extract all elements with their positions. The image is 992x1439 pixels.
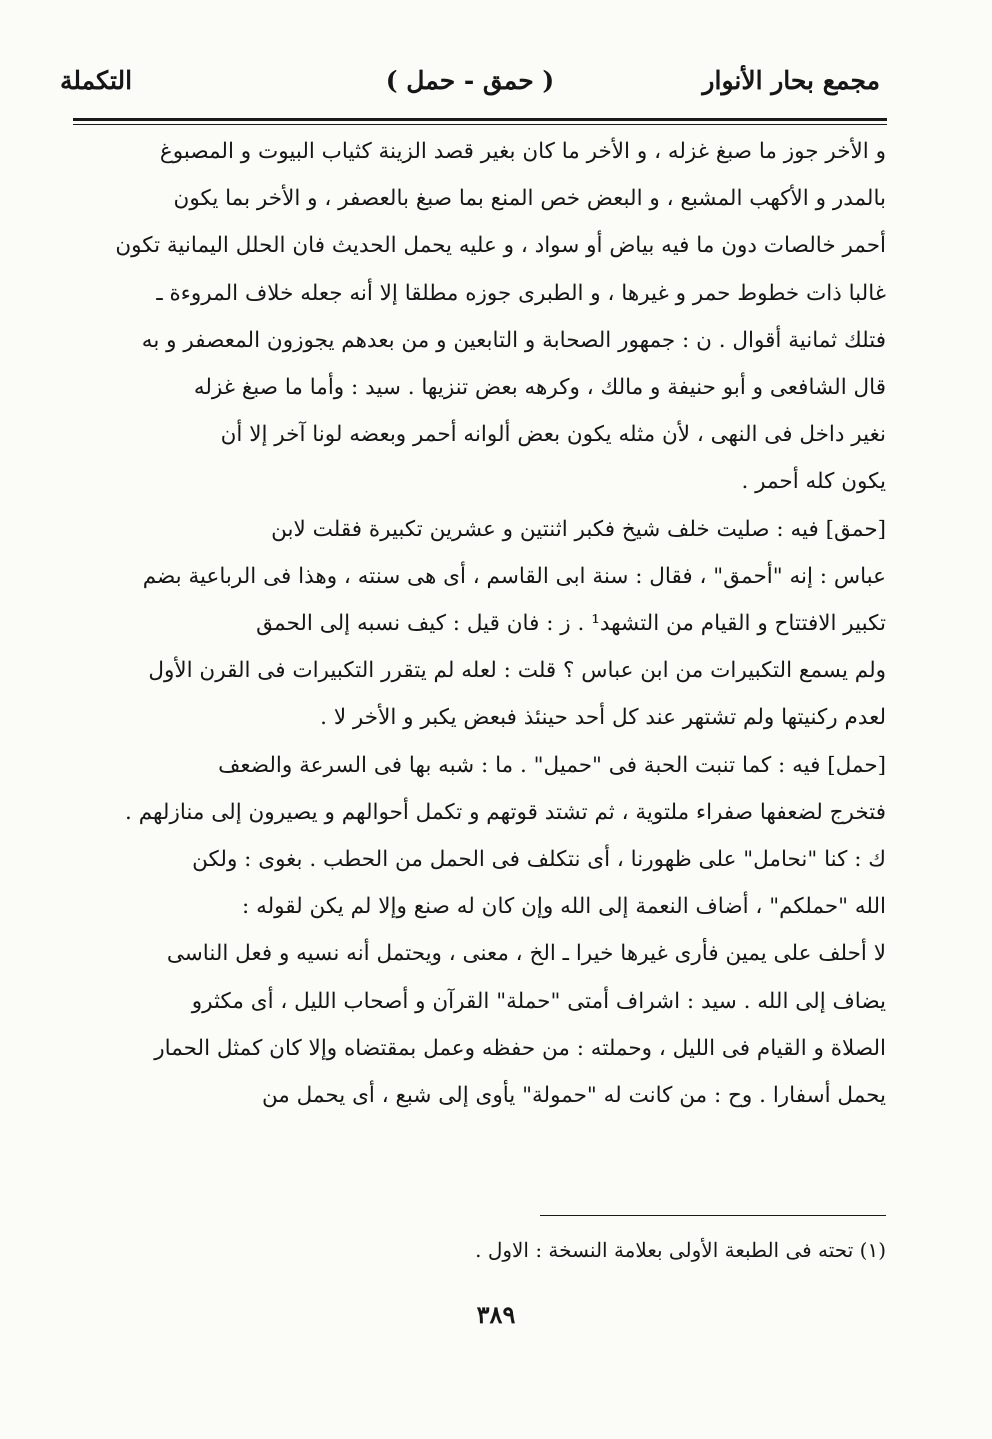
text-line: فتلك ثمانية أقوال . ن : جمهور الصحابة و التابعين و من بعدهم يجوزون المعصفر و به [141, 327, 886, 353]
text-line: تكبير الافتتاح و القيام من التشهد¹ . ز : فان قيل : كيف نسبه إلى الحمق [256, 611, 886, 637]
text-line: يحمل أسفارا . وح : من كانت له "حمولة" يأوى إلى شبع ، أى يحمل من [261, 1083, 886, 1109]
header-entry-range: ( حمق - حمل ) [385, 66, 555, 95]
text-line: قال الشافعى و أبو حنيفة و مالك ، وكرهه بعض تنزيها . سيد : وأما ما صبغ غزله [193, 375, 886, 401]
text-line: لعدم ركنيتها ولم تشتهر عند كل أحد حينئذ فبعض يكبر و الأخر لا . [320, 705, 886, 731]
footnote-rule [540, 1215, 886, 1216]
text-line: الله "حملكم" ، أضاف النعمة إلى الله وإن كان له صنع وإلا لم يكن لقوله : [242, 894, 886, 920]
text-line: الصلاة و القيام فى الليل ، وحملته : من حفظه وعمل بمقتضاه وإلا كان كمثل الحمار [154, 1035, 886, 1061]
header-rule-thick [73, 118, 887, 121]
text-line: ك : كنا "نحامل" على ظهورنا ، أى نتكلف فى الحمل من الحطب . بغوى : ولكن [192, 847, 886, 873]
text-line: يضاف إلى الله . سيد : اشراف أمتى "حملة" القرآن و أصحاب الليل ، أى مكثرو [191, 988, 886, 1014]
text-line: فتخرج لضعفها صفراء ملتوية ، ثم تشتد قوتهم و تكمل أحوالهم و يصيرون إلى منازلهم . [125, 799, 886, 825]
main-text [74, 128, 886, 1119]
text-line: ولم يسمع التكبيرات من ابن عباس ؟ قلت : لعله لم يتقرر التكبيرات فى القرن الأول [148, 658, 886, 684]
text-line: و الأخر جوز ما صبغ غزله ، و الأخر ما كان بغير قصد الزينة كثياب البيوت و المصبوغ [159, 139, 886, 164]
page-number: ٣٨٩ [476, 1300, 516, 1329]
header-book-title: مجمع بحار الأنوار [702, 66, 880, 95]
text-line: نغير داخل فى النهى ، لأن مثله يكون بعض ألوانه أحمر وبعضه لونا آخر إلا أن [220, 422, 886, 448]
header-rule-thin [73, 124, 887, 125]
text-line: عباس : إنه "أحمق" ، فقال : سنة ابى القاسم ، أى هى سنته ، وهذا فى الرباعية بضم [142, 563, 886, 589]
text-line: أحمر خالصات دون ما فيه بياض أو سواد ، و عليه يحمل الحديث فان الحلل اليمانية تكون [115, 233, 886, 259]
text-line: بالمدر و الأكهب المشبع ، و البعض خص المنع بما صبغ بالعصفر ، و الأخر بما يكون [173, 186, 886, 212]
footnote: (١) تحته فى الطبعة الأولى بعلامة النسخة : الاول . [475, 1238, 886, 1262]
running-header [60, 58, 880, 108]
entry-haml-line: [حمل] فيه : كما تنبت الحبة فى "حميل" . ما : شبه بها فى السرعة والضعف [218, 752, 886, 778]
text-line: غالبا ذات خطوط حمر و غيرها ، و الطبرى جوزه مطلقا إلا أنه جعله خلاف المروءة ـ [156, 280, 886, 306]
entry-hamq-line: [حمق] فيه : صليت خلف شيخ فكبر اثنتين و عشرين تكبيرة فقلت لابن [271, 516, 886, 542]
text-line: لا أحلف على يمين فأرى غيرها خيرا ـ الخ ، معنى ، ويحتمل أنه نسيه و فعل الناسى [166, 941, 886, 967]
text-line: يكون كله أحمر . [741, 469, 886, 495]
header-section: التكملة [60, 66, 133, 95]
